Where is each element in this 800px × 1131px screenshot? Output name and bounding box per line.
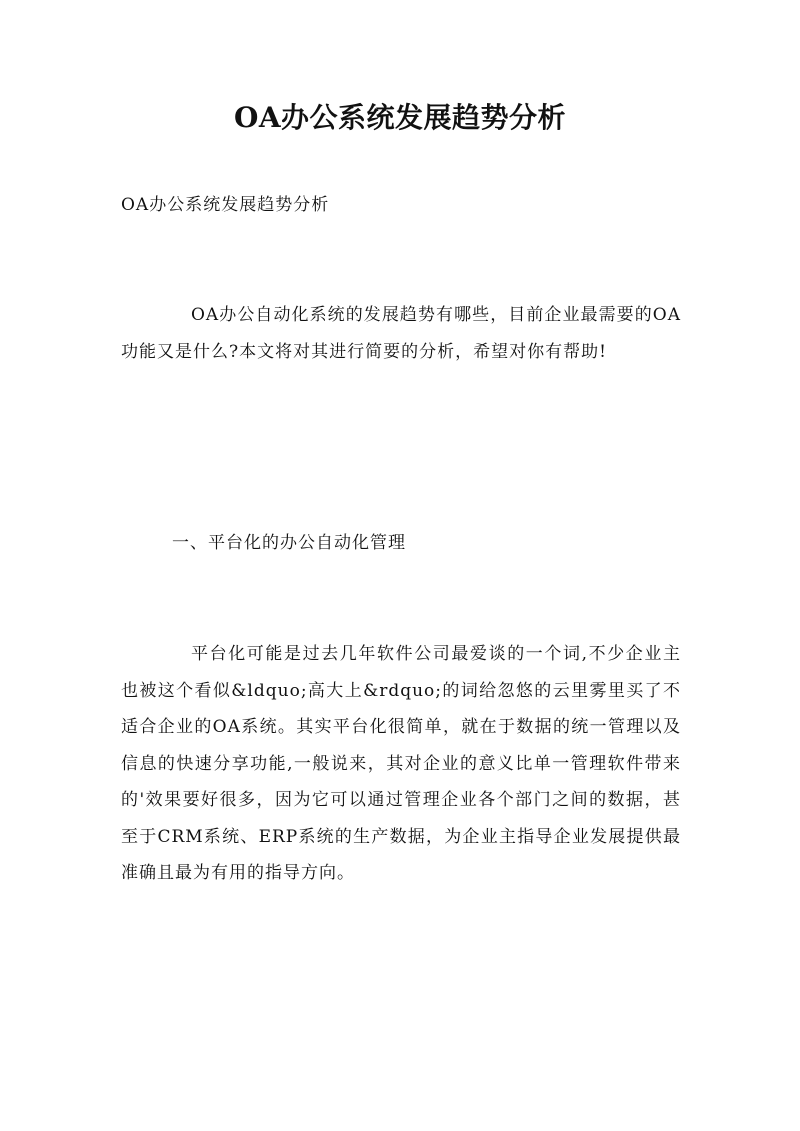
section-heading: 一、平台化的办公自动化管理 xyxy=(172,533,406,553)
document-title: OA办公系统发展趋势分析 xyxy=(233,101,567,134)
body-paragraph: 平台化可能是过去几年软件公司最爱谈的一个词,不少企业主也被这个看似&ldquo;高大上&rdquo;的词给忽悠的云里雾里买了不适合企业的OA系统。其实平台化很简单，就在于数据的统一管理以及信息的快速分享功能,一般说来，其对企业的意义比单一管理软件带来的'效果要好很多，因为它可以通过管理企业各个部门之间的数据，甚至于CRM系统、ERP系统的生产数据，为企业主指导企业发展提供最准确且最为有用的指导方向。 xyxy=(121,644,681,883)
intro-paragraph: OA办公自动化系统的发展趋势有哪些，目前企业最需要的OA功能又是什么?本文将对其进行简要的分析，希望对你有帮助! xyxy=(121,305,681,362)
document-subtitle: OA办公系统发展趋势分析 xyxy=(121,195,330,215)
